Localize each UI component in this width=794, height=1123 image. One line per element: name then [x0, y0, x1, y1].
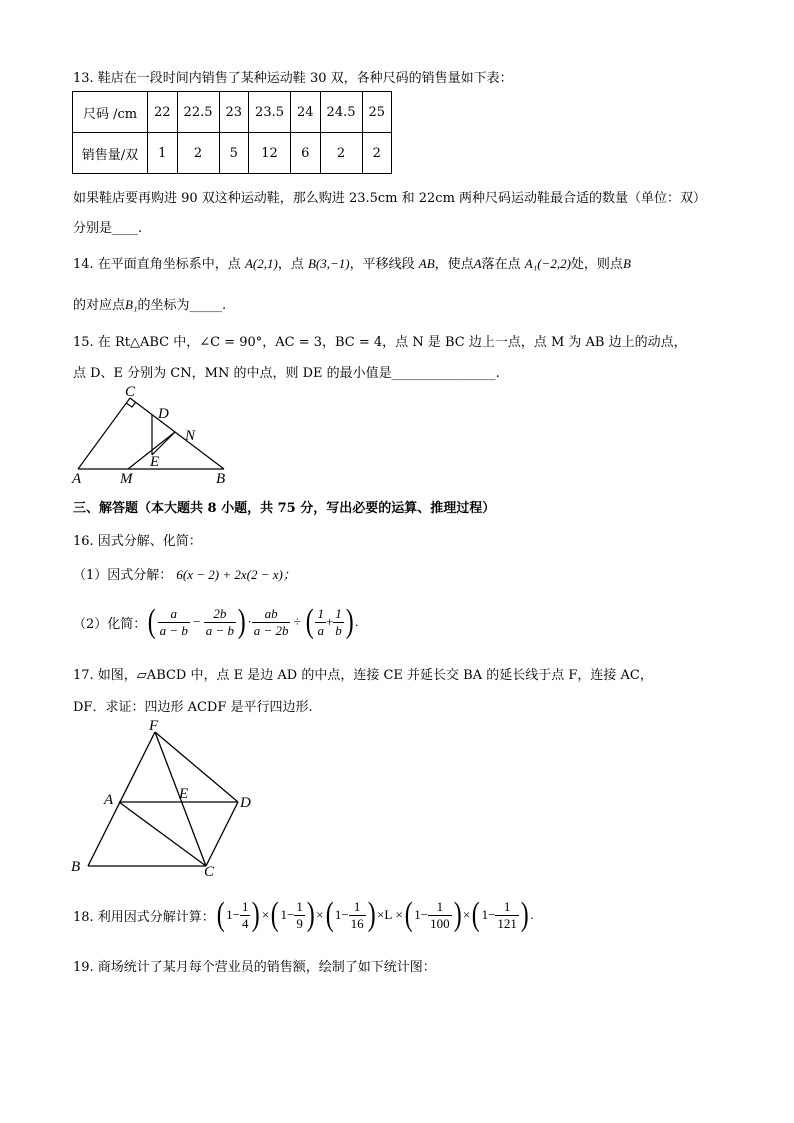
fraction: $\frac{ab}{a - 2b}$: [253, 605, 289, 638]
size-cell: 24: [291, 92, 321, 133]
segment-cb: [130, 398, 224, 469]
size-cell: 22.5: [177, 92, 219, 133]
q16-part2: （2）化简： ( $\frac{a}{a - b}$ − $\frac{2b}{a - b}$ ) · $\frac{ab}{a - 2b}$ ÷ ( $\frac{1}{a}$ + $\frac{1}{b}$ ) .: [73, 603, 359, 640]
q14-b: B: [622, 256, 631, 271]
segment-bf: [88, 732, 155, 866]
segment-ac: [119, 802, 206, 866]
label-a: A: [72, 471, 82, 487]
section-heading: 三、解答题（本大题共 8 小题，共 75 分，写出必要的运算、推理过程）: [73, 501, 496, 516]
q16-part2-label: （2）化简：: [73, 616, 147, 632]
q14-point-b: B(3,−1): [307, 256, 350, 271]
size-cell: 25: [362, 92, 392, 133]
label-c: C: [204, 864, 215, 880]
q17-line2: DF．求证：四边形 ACDF 是平行四边形.: [73, 700, 313, 715]
label-m: M: [120, 471, 133, 487]
sales-cell: 1: [148, 133, 178, 174]
table-row: [73, 133, 392, 174]
sales-cell: 2: [177, 133, 219, 174]
q15-line2: 点 D、E 分别为 CN，MN 的中点，则 DE 的最小值是________________.: [73, 366, 500, 381]
fraction: $\frac{1}{a}$: [317, 605, 324, 638]
label-f: F: [149, 718, 159, 734]
q14-text: 落在点: [481, 257, 521, 272]
label-d: D: [240, 795, 251, 811]
table-header-size: 尺码 /cm: [73, 92, 148, 133]
q14-text: 处，则点: [570, 257, 623, 272]
segment-dc: [206, 802, 238, 866]
right-angle-mark: [126, 402, 136, 407]
q16-title: 16. 因式分解、化简：: [73, 534, 202, 549]
fraction: $\frac{2b}{a - b}$: [205, 605, 235, 638]
segment-ac: [78, 398, 130, 469]
paren: (: [147, 603, 156, 640]
q14-point-a1: A₁(−2,2): [524, 256, 571, 271]
label-b: B: [71, 859, 81, 875]
segment-en: [152, 432, 175, 455]
size-cell: 23.5: [249, 92, 291, 133]
fraction: $\frac{a}{a - b}$: [159, 605, 188, 638]
table-header-sales: 销售量/双: [73, 133, 148, 174]
sales-cell: 12: [249, 133, 291, 174]
sales-cell: 5: [219, 133, 249, 174]
q16-part1-label: （1）因式分解：: [73, 568, 173, 583]
q14-text: 的坐标为_____.: [137, 298, 227, 313]
label-e: E: [150, 454, 160, 470]
q14-a: A: [473, 256, 482, 271]
q14-point-a: A(2,1): [244, 256, 278, 271]
fraction: $\frac{1}{b}$: [335, 605, 342, 638]
table-row: [73, 92, 392, 133]
q15-line1: 15. 在 Rt△ABC 中，∠C = 90°，AC = 3，BC = 4，点 N 是 BC 边上一点，点 M 为 AB 边上的动点，: [73, 335, 687, 350]
q18: 18. 利用因式分解计算： ( 1− $\frac{1}{4}$ ) × ( 1− $\frac{1}{9}$ ) × ( 1− $\frac{1}{16}$ ) × L × ( 1− $\frac{1}{100}$ ) × ( 1− $\frac{1}{121}$ ) .: [73, 896, 534, 933]
sales-cell: 2: [320, 133, 362, 174]
q14-segment: AB: [418, 256, 435, 271]
label-n: N: [185, 428, 196, 444]
fraction: $\frac{1}{121}$: [497, 898, 517, 931]
sales-cell: 6: [291, 133, 321, 174]
q14-text: ，平移线段: [349, 257, 415, 272]
paren: (: [305, 603, 314, 640]
label-e: E: [179, 786, 189, 802]
fraction: $\frac{1}{4}$: [241, 898, 249, 931]
label-d: D: [158, 406, 169, 422]
q14-text: 的对应点: [73, 298, 126, 313]
sales-cell: 2: [362, 133, 392, 174]
q18-label: 18. 利用因式分解计算：: [73, 909, 215, 925]
q14-b1: B₁: [125, 297, 138, 312]
ellipsis: L: [384, 907, 393, 922]
q14-text: ，点: [277, 257, 304, 272]
q19-text: 19. 商场统计了某月每个营业员的销售额，绘制了如下统计图：: [73, 960, 436, 975]
q16-part1-expr: 6(x − 2) + 2x(2 − x)；: [176, 567, 296, 582]
q13-text1: 如果鞋店要再购进 90 双这种运动鞋，那么购进 23.5cm 和 22cm 两种尺码运动鞋最合适的数量（单位：双）: [73, 191, 707, 206]
fraction: $\frac{1}{16}$: [350, 898, 364, 931]
label-c: C: [125, 384, 136, 400]
q13-text2: 分别是____.: [73, 221, 143, 236]
q14-text: 14. 在平面直角坐标系中，点: [73, 257, 241, 272]
size-cell: 24.5: [320, 92, 362, 133]
fraction: $\frac{1}{100}$: [430, 898, 450, 931]
paren: ): [345, 603, 354, 640]
q14-text: ，使点: [434, 257, 474, 272]
sales-table: [72, 91, 392, 174]
q13-prompt: 13. 鞋店在一段时间内销售了某种运动鞋 30 双，各种尺码的销售量如下表：: [73, 71, 513, 86]
paren: ): [237, 603, 246, 640]
fraction: $\frac{1}{9}$: [296, 898, 303, 931]
q17-line1: 17. 如图，▱ABCD 中，点 E 是边 AD 的中点，连接 CE 并延长交 BA 的延长线于点 F，连接 AC，: [73, 668, 653, 683]
size-cell: 23: [219, 92, 249, 133]
size-cell: 22: [148, 92, 178, 133]
label-a: A: [104, 792, 114, 808]
q14-line2: [73, 294, 226, 313]
label-b: B: [216, 471, 226, 487]
q15-figure: [70, 383, 240, 488]
q14-line1: [73, 253, 631, 272]
q16-part1: [73, 564, 296, 583]
segment-fd: [155, 732, 238, 802]
q17-figure: [68, 718, 268, 883]
